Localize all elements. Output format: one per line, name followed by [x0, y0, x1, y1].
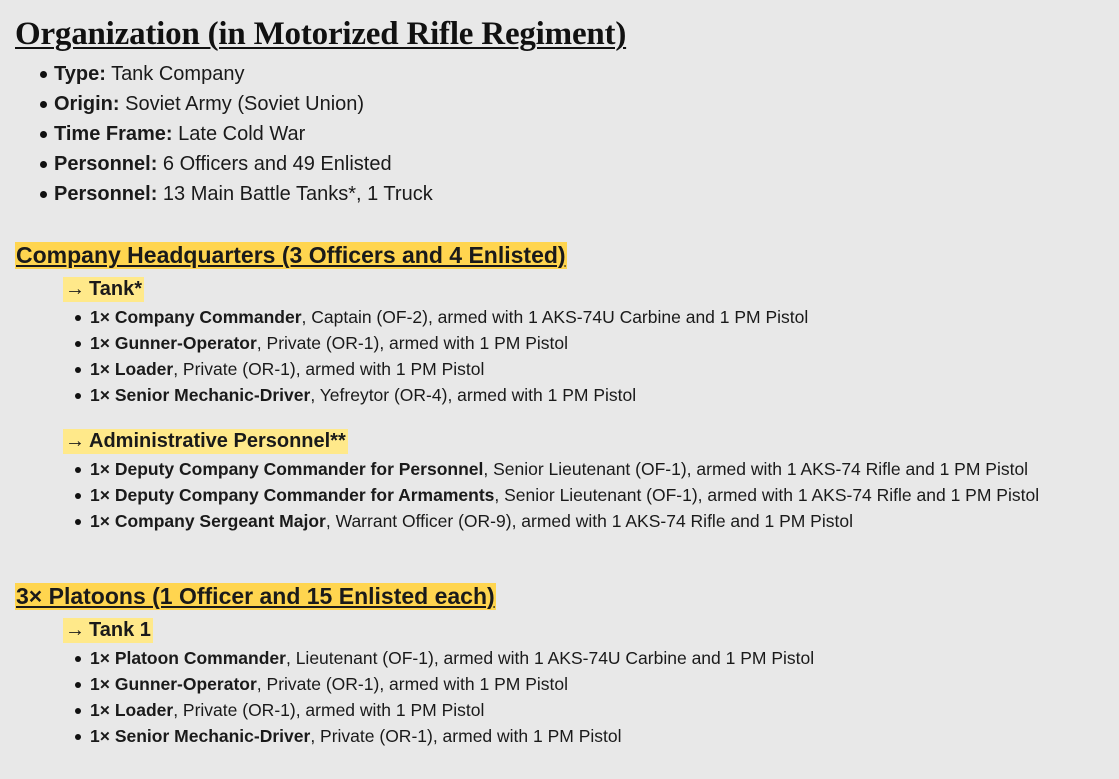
list-item [75, 456, 1110, 482]
member-role: 1× Gunner-Operator [90, 333, 257, 353]
member-role: 1× Deputy Company Commander for Armaments [90, 485, 495, 505]
summary-item-personnel [40, 149, 1110, 179]
summary-value: 13 Main Battle Tanks*, 1 Truck [162, 183, 433, 205]
member-detail: , Warrant Officer (OR-9), armed with 1 AKS-74 Rifle and 1 PM Pistol [325, 511, 853, 531]
member-list [75, 456, 1110, 534]
summary-item-time-frame [40, 119, 1110, 149]
summary-label: Personnel: [54, 183, 158, 205]
subheading-tank [63, 277, 144, 302]
summary-label: Personnel: [54, 153, 158, 175]
list-item [75, 330, 1110, 356]
arrow-right-icon: → [65, 619, 85, 641]
list-item [75, 304, 1110, 330]
summary-label: Time Frame: [54, 123, 173, 145]
member-detail: , Private (OR-1), armed with 1 PM Pistol [256, 674, 568, 694]
member-detail: , Lieutenant (OF-1), armed with 1 AKS-74U Carbine and 1 PM Pistol [285, 648, 815, 668]
subheading-label: Tank* [89, 278, 142, 300]
list-item [75, 697, 1110, 723]
summary-list [40, 59, 1110, 209]
document-page [15, 14, 1110, 749]
list-item [75, 382, 1110, 408]
member-detail: , Senior Lieutenant (OF-1), armed with 1 AKS-74 Rifle and 1 PM Pistol [483, 459, 1029, 479]
list-item [75, 356, 1110, 382]
member-detail: , Private (OR-1), armed with 1 PM Pistol [256, 333, 568, 353]
summary-label: Type: [54, 63, 106, 85]
member-detail: , Senior Lieutenant (OF-1), armed with 1 AKS-74 Rifle and 1 PM Pistol [494, 485, 1040, 505]
member-role: 1× Platoon Commander [90, 648, 286, 668]
section-heading-platoons: 3× Platoons (1 Officer and 15 Enlisted each) [16, 583, 495, 609]
list-item [75, 482, 1110, 508]
member-role: 1× Senior Mechanic-Driver [90, 726, 311, 746]
member-role: 1× Loader [90, 700, 174, 720]
member-role: 1× Company Sergeant Major [90, 511, 326, 531]
arrow-right-icon: → [65, 430, 85, 452]
summary-item-type [40, 59, 1110, 89]
member-detail: , Yefreytor (OR-4), armed with 1 PM Pistol [310, 385, 637, 405]
member-list [75, 304, 1110, 408]
summary-item-origin [40, 89, 1110, 119]
summary-value: Soviet Army (Soviet Union) [125, 93, 365, 115]
subheading-tank-1 [63, 618, 153, 643]
member-role: 1× Company Commander [90, 307, 302, 327]
member-role: 1× Senior Mechanic-Driver [90, 385, 311, 405]
member-detail: , Private (OR-1), armed with 1 PM Pistol [173, 359, 485, 379]
arrow-right-icon: → [65, 278, 85, 300]
member-detail: , Captain (OF-2), armed with 1 AKS-74U Carbine and 1 PM Pistol [301, 307, 809, 327]
page-title: Organization (in Motorized Rifle Regiment) [15, 16, 627, 52]
summary-label: Origin: [54, 93, 120, 115]
member-list [75, 645, 1110, 749]
member-detail: , Private (OR-1), armed with 1 PM Pistol [310, 726, 622, 746]
summary-value: 6 Officers and 49 Enlisted [162, 153, 392, 175]
list-item [75, 671, 1110, 697]
subheading-administrative-personnel [63, 429, 348, 454]
member-detail: , Private (OR-1), armed with 1 PM Pistol [173, 700, 485, 720]
list-item [75, 508, 1110, 534]
list-item [75, 645, 1110, 671]
section-heading-company-hq: Company Headquarters (3 Officers and 4 Enlisted) [16, 242, 566, 268]
summary-item-equipment [40, 179, 1110, 209]
summary-value: Tank Company [111, 63, 245, 85]
member-role: 1× Deputy Company Commander for Personnel [90, 459, 484, 479]
subheading-label: Tank 1 [89, 619, 151, 641]
summary-value: Late Cold War [178, 123, 306, 145]
member-role: 1× Gunner-Operator [90, 674, 257, 694]
member-role: 1× Loader [90, 359, 174, 379]
list-item [75, 723, 1110, 749]
subheading-label: Administrative Personnel** [89, 430, 346, 452]
